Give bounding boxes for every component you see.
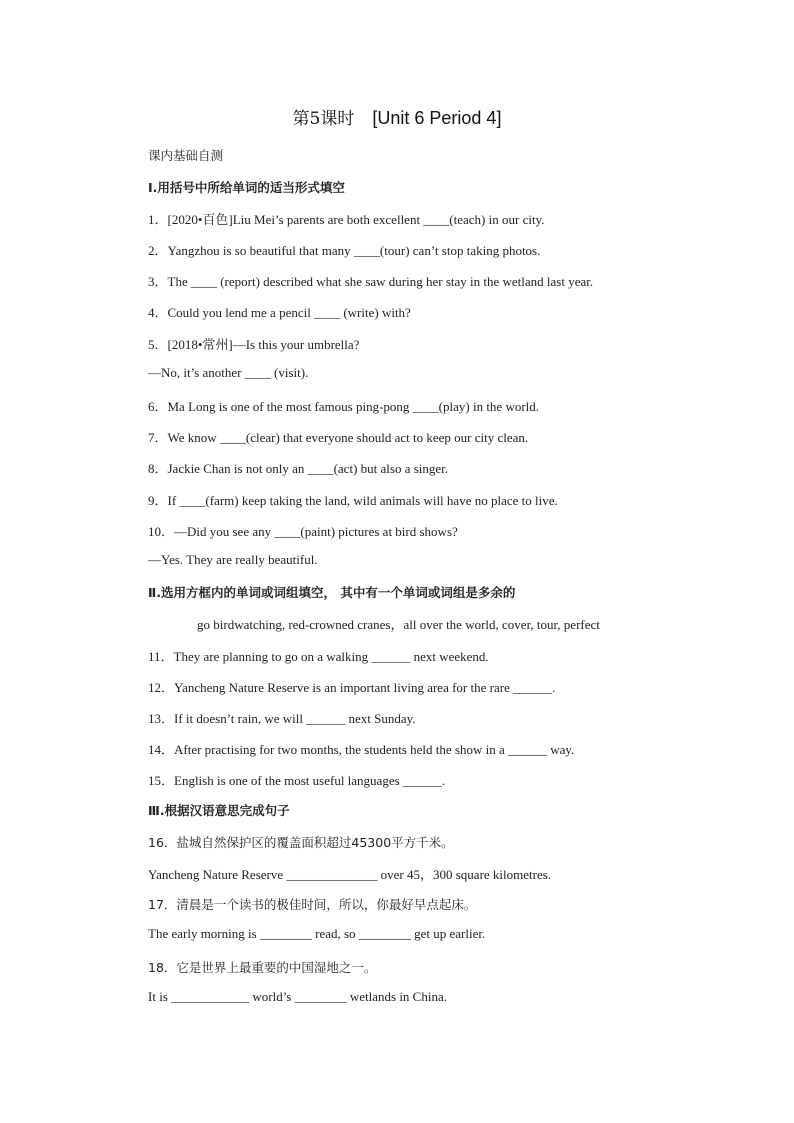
part2-heading: Ⅱ.选用方框内的单词或词组填空， 其中有一个单词或词组是多余的 — [148, 585, 516, 600]
question-10-reply: —Yes. They are really beautiful. — [148, 552, 318, 567]
question-11: 11．They are planning to go on a walking ______ next weekend. — [148, 649, 489, 664]
question-15: 15．English is one of the most useful languages ______. — [148, 773, 446, 788]
question-1: 1．[2020•百色]Liu Mei’s parents are both excellent ____(teach) in our city. — [148, 212, 545, 227]
section-label: 课内基础自测 — [148, 148, 224, 163]
question-10: 10．—Did you see any ____(paint) pictures at bird shows? — [148, 524, 458, 539]
question-2: 2．Yangzhou is so beautiful that many ____(tour) can’t stop taking photos. — [148, 243, 541, 258]
question-5-reply: —No, it’s another ____ (visit). — [148, 365, 309, 380]
question-7: 7．We know ____(clear) that everyone should act to keep our city clean. — [148, 430, 529, 445]
question-14: 14．After practising for two months, the students held the show in a ______ way. — [148, 742, 575, 757]
question-5: 5．[2018•常州]—Is this your umbrella? — [148, 337, 360, 352]
question-9: 9．If ____(farm) keep taking the land, wild animals will have no place to live. — [148, 493, 558, 508]
question-12: 12．Yancheng Nature Reserve is an important living area for the rare ______. — [148, 680, 556, 695]
question-16-answer: Yancheng Nature Reserve ______________ over 45，300 square kilometres. — [148, 867, 552, 882]
title-zh: 第5课时 — [292, 109, 355, 129]
question-3: 3．The ____ (report) described what she saw during her stay in the wetland last year. — [148, 274, 594, 289]
question-13: 13．If it doesn’t rain, we will ______ next Sunday. — [148, 711, 416, 726]
part1-heading: Ⅰ.用括号中所给单词的适当形式填空 — [148, 180, 345, 195]
part3-heading: Ⅲ.根据汉语意思完成句子 — [148, 803, 290, 818]
word-box: go birdwatching, red-crowned cranes，all over the world, cover, tour, perfect — [197, 617, 600, 632]
question-17-prompt: 17．清晨是一个读书的极佳时间，所以，你最好早点起床。 — [148, 897, 477, 912]
question-18-prompt: 18．它是世界上最重要的中国湿地之一。 — [148, 960, 377, 975]
question-16-prompt: 16．盐城自然保护区的覆盖面积超过45300平方千米。 — [148, 835, 454, 850]
page-title — [0, 104, 794, 129]
question-17-answer: The early morning is ________ read, so ________ get up earlier. — [148, 926, 486, 941]
question-8: 8．Jackie Chan is not only an ____(act) but also a singer. — [148, 461, 449, 476]
question-18-answer: It is ____________ world’s ________ wetlands in China. — [148, 989, 447, 1004]
question-4: 4．Could you lend me a pencil ____ (write) with? — [148, 305, 411, 320]
title-en: [Unit 6 Period 4] — [372, 108, 502, 128]
question-6: 6．Ma Long is one of the most famous ping-pong ____(play) in the world. — [148, 399, 540, 414]
